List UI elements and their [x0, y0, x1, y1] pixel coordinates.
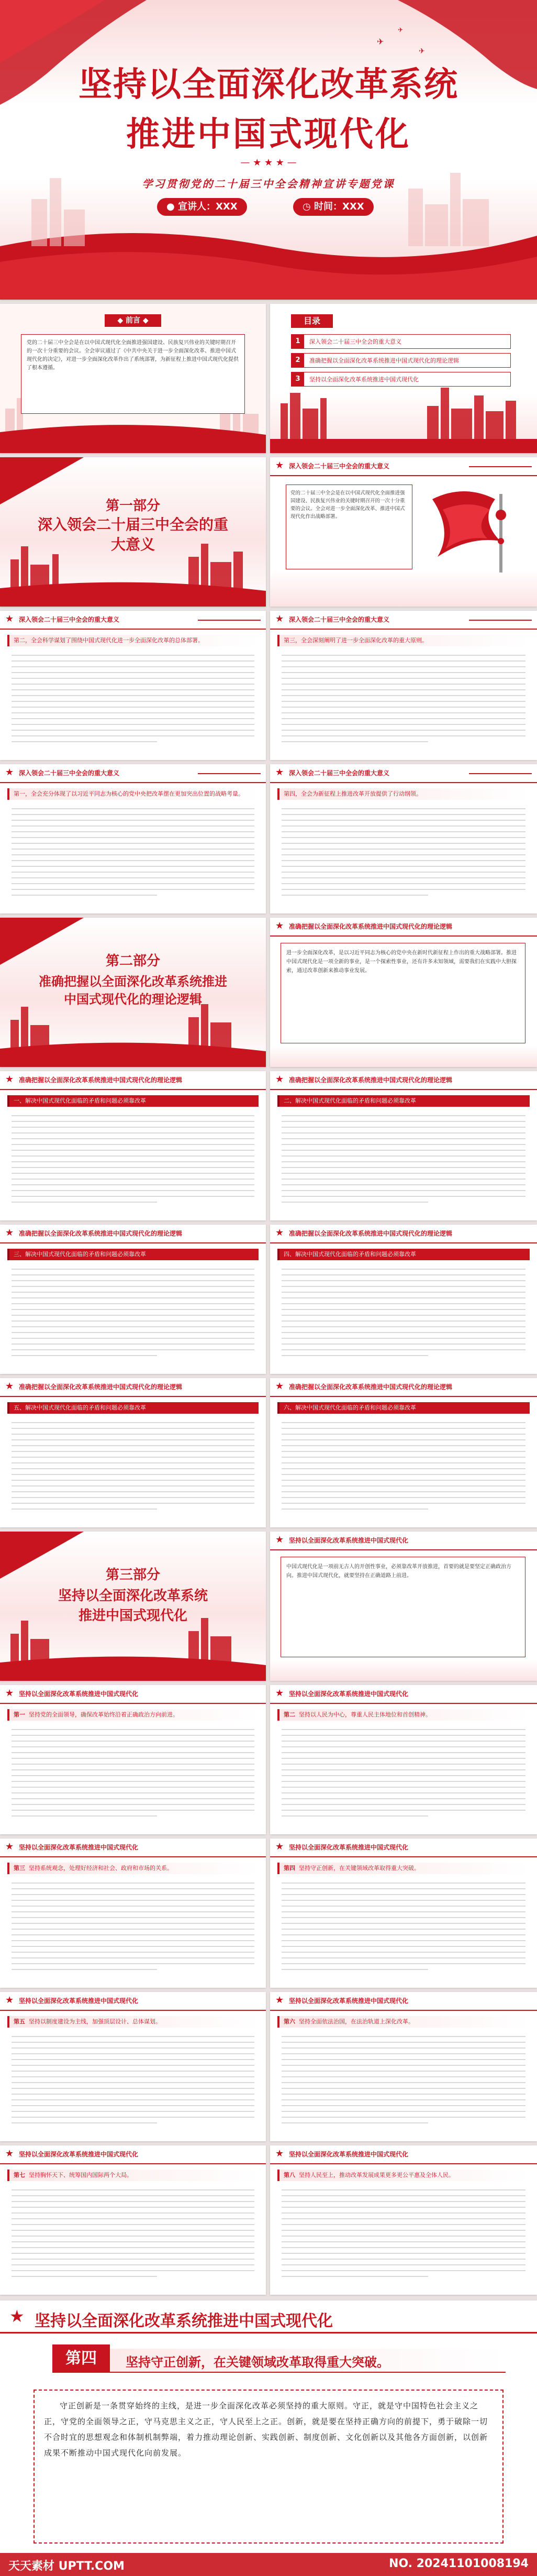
content-slide	[270, 764, 537, 913]
flag-tower-image	[422, 478, 527, 583]
slide-subtitle	[277, 2170, 530, 2181]
slide-subtitle	[277, 1709, 530, 1721]
cover-title-line1: 坚持以全面深化改革系统	[79, 65, 458, 104]
slide-header	[270, 2145, 537, 2164]
part2-section-slide	[0, 918, 266, 1067]
toc-item-num: 3	[292, 372, 304, 386]
slide-subtitle: 二、解决中国式现代化面临的矛盾和问题必须靠改革	[277, 1095, 530, 1107]
slide-header-text: 坚持以全面深化改革系统推进中国式现代化	[19, 1844, 139, 1851]
slide-header-text: 准确把握以全面深化改革系统推进中国式现代化的理论逻辑	[19, 1076, 183, 1084]
star-icon: ★	[275, 1841, 284, 1852]
content-slide	[0, 2145, 266, 2295]
body-text-lines	[282, 1422, 525, 1506]
star-icon: ★	[9, 2306, 25, 2326]
slide-subtitle	[7, 2016, 259, 2028]
toc-item[interactable]	[291, 353, 511, 368]
content-slide	[0, 1685, 266, 1834]
slide-header-text: 坚持以全面深化改革系统推进中国式现代化	[19, 1690, 139, 1698]
slide-subtitle	[277, 2016, 530, 2028]
content-slide	[270, 611, 537, 760]
slide-header-text: 坚持以全面深化改革系统推进中国式现代化	[289, 1997, 409, 2005]
body-text-lines	[282, 655, 525, 739]
bird-icon: ✈	[377, 37, 384, 47]
star-icon: ★	[275, 613, 284, 624]
subtitle-text: 坚持人民至上，推动改革发展成果更多更公平惠及全体人民。	[299, 2172, 454, 2178]
content-slide	[270, 1839, 537, 1988]
featured-subtitle-bar	[52, 2349, 506, 2373]
stars-divider: — ★ ★ ★ —	[240, 157, 297, 168]
slide-header-text: 深入领会二十届三中全会的重大意义	[289, 463, 390, 470]
slide-header-text: 深入领会二十届三中全会的重大意义	[289, 616, 390, 623]
subtitle-tag: 第五	[14, 2018, 25, 2025]
subtitle-tag: 第七	[14, 2172, 25, 2178]
toc-item-num: 1	[292, 335, 304, 348]
preface-title-text: 前言	[126, 316, 140, 325]
slide-subtitle: 五、解决中国式现代化面临的矛盾和问题必须靠改革	[7, 1402, 259, 1414]
preface-title: ◆ 前言 ◆	[105, 314, 161, 327]
star-icon: ★	[275, 920, 284, 931]
slide-header	[0, 1071, 266, 1090]
cover-title-line2: 推进中国式现代化	[126, 115, 411, 154]
slide-header-text: 坚持以全面深化改革系统推进中国式现代化	[19, 2151, 139, 2158]
content-slide	[270, 2145, 537, 2295]
body-text-lines	[282, 2189, 525, 2274]
slide-header-text: 准确把握以全面深化改革系统推进中国式现代化的理论逻辑	[289, 1076, 453, 1084]
subtitle-text: 坚持守正创新，在关键领域改革取得重大突破。	[299, 1865, 420, 1872]
content-slide	[270, 1225, 537, 1374]
star-icon: ★	[275, 1227, 284, 1238]
bird-icon: ✈	[398, 26, 404, 34]
toc-title: 目录	[291, 314, 333, 328]
featured-header	[0, 2300, 537, 2333]
content-slide	[270, 1378, 537, 1527]
slide-subtitle	[7, 1863, 259, 1874]
body-text-lines	[12, 808, 254, 893]
star-icon: ★	[5, 613, 14, 624]
content-slide	[270, 1992, 537, 2141]
slide-header-text: 准确把握以全面深化改革系统推进中国式现代化的理论逻辑	[289, 1383, 453, 1391]
content-slide	[270, 1685, 537, 1834]
featured-header-text: 坚持以全面深化改革系统推进中国式现代化	[35, 2312, 333, 2330]
slide-subtitle: 第一，全会充分体现了以习近平同志为核心的党中央把改革摆在更加突出位置的战略考量。	[7, 788, 259, 800]
star-icon: ★	[5, 1381, 14, 1392]
slide-header	[0, 2145, 266, 2164]
subtitle-tag: 第四	[284, 1865, 295, 1872]
slide-subtitle: 第二，全会科学谋划了围绕中国式现代化进一步全面深化改革的总体部署。	[7, 635, 259, 646]
header-rule	[198, 773, 261, 774]
content-slide	[0, 764, 266, 913]
preface-slide	[0, 304, 266, 453]
slide-header-text: 深入领会二十届三中全会的重大意义	[289, 769, 390, 777]
slide-header-text: 准确把握以全面深化改革系统推进中国式现代化的理论逻辑	[289, 923, 453, 930]
toc-item-label: 准确把握以全面深化改革系统推进中国式现代化的理论逻辑	[309, 357, 459, 364]
subtitle-text: 坚持党的全面领导，确保改革始终沿着正确政治方向前进。	[29, 1711, 178, 1718]
slide-subtitle	[7, 1709, 259, 1721]
star-icon: ★	[5, 767, 14, 778]
subtitle-tag: 第三	[14, 1865, 25, 1872]
toc-item-label: 深入领会二十届三中全会的重大意义	[309, 338, 401, 345]
slide-header	[270, 1378, 537, 1397]
subtitle-text: 坚持胸怀天下、统筹国内国际两个大局。	[29, 2172, 132, 2178]
content-slide	[0, 1839, 266, 1988]
subtitle-text: 坚持全面依法治国，在法治轨道上深化改革。	[299, 2018, 414, 2025]
part1-intro-slide	[270, 457, 537, 607]
slide-header	[0, 1225, 266, 1243]
star-icon: ★	[5, 1841, 14, 1852]
preface-body: 党的二十届三中全会是在以中国式现代化全面推进强国建设、民族复兴伟业的关键时期召开的一次十分重要的会议。全会审议通过了《中共中央关于进一步全面深化改革、推进中国式现代化的决定》，对进一步全面深化改革作出了系统部署，为新征程上推进中国式现代化提供了根本遵循。	[27, 340, 239, 371]
header-rule	[469, 773, 532, 774]
star-icon: ★	[5, 1688, 14, 1699]
slide-header-text: 准确把握以全面深化改革系统推进中国式现代化的理论逻辑	[289, 1230, 453, 1237]
body-text-lines	[12, 2189, 254, 2274]
slide-header	[270, 764, 537, 783]
slide-header	[0, 1839, 266, 1857]
slide-header	[0, 1992, 266, 2011]
star-icon: ★	[275, 1074, 284, 1085]
slide-subtitle: 三、解决中国式现代化面临的矛盾和问题必须靠改革	[7, 1249, 259, 1260]
body-text-lines	[12, 1115, 254, 1199]
speaker-pill	[157, 198, 247, 216]
slide-subtitle: 六、解决中国式现代化面临的矛盾和问题必须靠改革	[277, 1402, 530, 1414]
header-rule	[469, 466, 532, 467]
body-text-lines	[282, 1115, 525, 1199]
part1-label: 第一部分	[105, 498, 160, 514]
part2-intro-text: 进一步全面深化改革，是以习近平同志为核心的党中央在新时代新征程上作出的重大战略部署。推进中国式现代化是一项全新的事业，是一个探索性事业，还有许多未知领域，需要我们在实践中大胆探索，通过改革创新来推动事业发展。	[286, 950, 517, 974]
star-icon: ★	[275, 1995, 284, 2006]
body-text-lines	[12, 1422, 254, 1506]
slide-subtitle: 一、解决中国式现代化面临的矛盾和问题必须靠改革	[7, 1095, 259, 1107]
content-slide	[270, 1071, 537, 1220]
toc-item-label: 坚持以全面深化改革系统推进中国式现代化	[309, 376, 419, 383]
content-slide	[0, 1992, 266, 2141]
skyline	[270, 570, 537, 607]
featured-body-box	[33, 2390, 504, 2544]
skyline	[270, 1046, 537, 1067]
body-text-lines	[282, 1269, 525, 1353]
part2-title-line2: 中国式现代化的理论逻辑	[64, 992, 202, 1007]
body-text-lines	[282, 1729, 525, 1813]
slide-header-text: 准确把握以全面深化改革系统推进中国式现代化的理论逻辑	[19, 1383, 183, 1391]
body-text-lines	[12, 655, 254, 739]
star-icon: ★	[275, 1534, 284, 1545]
star-icon: ★	[275, 1381, 284, 1392]
subtitle-text: 坚持系统观念，处理好经济和社会、政府和市场的关系。	[29, 1865, 173, 1872]
slide-subtitle: 第四，全会为新征程上推进改革开放提供了行动纲领。	[277, 788, 530, 800]
slide-header	[0, 611, 266, 630]
intro-box	[281, 943, 525, 1043]
time-pill	[293, 198, 374, 216]
slide-header	[270, 1992, 537, 2011]
body-text-lines	[282, 2036, 525, 2120]
time-label: 时间：XXX	[314, 201, 364, 212]
featured-tag: 第四	[52, 2344, 110, 2373]
star-icon: ★	[5, 2148, 14, 2159]
watermark-right: NO. 20241101008194	[389, 2557, 529, 2570]
star-icon: ★	[275, 1688, 284, 1699]
toc-list	[291, 334, 511, 391]
toc-item[interactable]	[291, 372, 511, 387]
cover-slide	[0, 0, 537, 300]
part1-title: 深入领会二十届三中全会的重大意义	[37, 516, 228, 553]
speaker-label: 宣讲人：XXX	[178, 201, 238, 212]
content-slide	[0, 1071, 266, 1220]
star-icon: ★	[5, 1227, 14, 1238]
slide-subtitle	[277, 1863, 530, 1874]
slide-subtitle: 四、解决中国式现代化面临的矛盾和问题必须靠改革	[277, 1249, 530, 1260]
toc-item[interactable]	[291, 334, 511, 349]
toc-item-num: 2	[292, 354, 304, 367]
part3-section-slide	[0, 1532, 266, 1681]
slide-header	[0, 1685, 266, 1704]
part2-intro-slide	[270, 918, 537, 1067]
star-icon: ★	[275, 2148, 284, 2159]
content-slide	[0, 1225, 266, 1374]
bird-icon: ✈	[419, 47, 425, 56]
header-rule	[469, 620, 532, 621]
star-icon: ★	[5, 1074, 14, 1085]
preface-box	[21, 334, 245, 414]
cover-tagline: 学习贯彻党的二十届三中全会精神宣讲专题党课	[142, 178, 395, 190]
clock-icon: ◷	[303, 201, 311, 212]
body-text-lines	[12, 1883, 254, 1967]
skyline	[270, 1660, 537, 1681]
slide-header	[270, 611, 537, 630]
subtitle-tag: 第八	[284, 2172, 295, 2178]
part3-title-line1: 坚持以全面深化改革系统	[58, 1588, 208, 1604]
intro-box	[281, 1557, 525, 1657]
body-text-lines	[282, 808, 525, 893]
subtitle-tag: 第六	[284, 2018, 295, 2025]
part2-title-line1: 准确把握以全面深化改革系统推进	[39, 974, 227, 989]
star-icon: ★	[5, 1995, 14, 2006]
subtitle-text: 坚持以制度建设为主线，加强顶层设计、总体谋划。	[29, 2018, 161, 2025]
part2-label: 第二部分	[105, 953, 160, 969]
body-text-lines	[282, 1883, 525, 1967]
featured-subtitle: 坚持守正创新，在关键领域改革取得重大突破。	[126, 2354, 389, 2370]
header-rule	[198, 620, 261, 621]
slide-header-text: 坚持以全面深化改革系统推进中国式现代化	[19, 1997, 139, 2005]
slide-header-text: 坚持以全面深化改革系统推进中国式现代化	[289, 1537, 409, 1544]
featured-slide	[0, 2300, 537, 2576]
star-icon: ★	[275, 767, 284, 778]
watermark-left: 天天素材 UPTT.COM	[8, 2560, 125, 2573]
slide-header-text: 坚持以全面深化改革系统推进中国式现代化	[289, 1844, 409, 1851]
slide-header	[270, 1071, 537, 1090]
slide-header	[0, 764, 266, 783]
toc-slide	[270, 304, 537, 453]
slide-header-text: 准确把握以全面深化改革系统推进中国式现代化的理论逻辑	[19, 1230, 183, 1237]
slide-header-text: 坚持以全面深化改革系统推进中国式现代化	[289, 1690, 409, 1698]
part1-section-slide	[0, 457, 266, 607]
body-text-lines	[12, 1729, 254, 1813]
subtitle-tag: 第一	[14, 1711, 25, 1718]
subtitle-text: 坚持以人民为中心，尊重人民主体地位和首创精神。	[299, 1711, 431, 1718]
slide-header	[270, 457, 537, 476]
slide-header-text: 深入领会二十届三中全会的重大意义	[19, 616, 120, 623]
body-text-lines	[12, 1269, 254, 1353]
featured-body: 守正创新是一条贯穿始终的主线，是进一步全面深化改革必须坚持的重大原则。守正，就是守中国特色社会主义之正，守党的全面领导之正，守马克思主义之正，守人民至上之正。创新，就是要在坚持正确方向的前提下，勇于破除一切不合时宜的思想观念和体制机制弊端，着力推动理论创新、实践创新、制度创新、文化创新以及其他各方面创新，以创新成果不断推动中国式现代化向前发展。	[44, 2401, 488, 2458]
slide-header	[270, 1685, 537, 1704]
part1-intro-text: 党的二十届三中全会是在以中国式现代化全面推进强国建设、民族复兴伟业的关键时期召开的一次十分重要的会议。全会对进一步全面深化改革、推进中国式现代化作出战略部署。	[290, 490, 405, 520]
slide-header-text: 坚持以全面深化改革系统推进中国式现代化	[289, 2151, 409, 2158]
content-slide	[0, 611, 266, 760]
star-icon: ★	[275, 460, 284, 471]
content-slide	[0, 1378, 266, 1527]
slide-header	[0, 1378, 266, 1397]
part3-intro-slide	[270, 1532, 537, 1681]
intro-box	[286, 485, 412, 569]
watermark-bar	[0, 2553, 537, 2576]
part3-intro-text: 中国式现代化是一项前无古人的开创性事业，必须靠改革开放推进，首要的就是要坚定正确政治方向。推进中国式现代化，就要坚持在正确道路上前进。	[286, 1564, 511, 1579]
part3-title-line2: 推进中国式现代化	[78, 1608, 187, 1624]
slide-header-text: 深入领会二十届三中全会的重大意义	[19, 769, 120, 777]
slide-header	[270, 918, 537, 937]
slide-subtitle	[7, 2170, 259, 2181]
part3-label: 第三部分	[105, 1567, 160, 1583]
user-icon: ●	[166, 201, 175, 212]
slide-header	[270, 1225, 537, 1243]
subtitle-tag: 第二	[284, 1711, 295, 1718]
slide-header	[270, 1839, 537, 1857]
body-text-lines	[12, 2036, 254, 2120]
slide-subtitle: 第三，全会深刻阐明了进一步全面深化改革的重大原则。	[277, 635, 530, 646]
slide-header	[270, 1532, 537, 1550]
